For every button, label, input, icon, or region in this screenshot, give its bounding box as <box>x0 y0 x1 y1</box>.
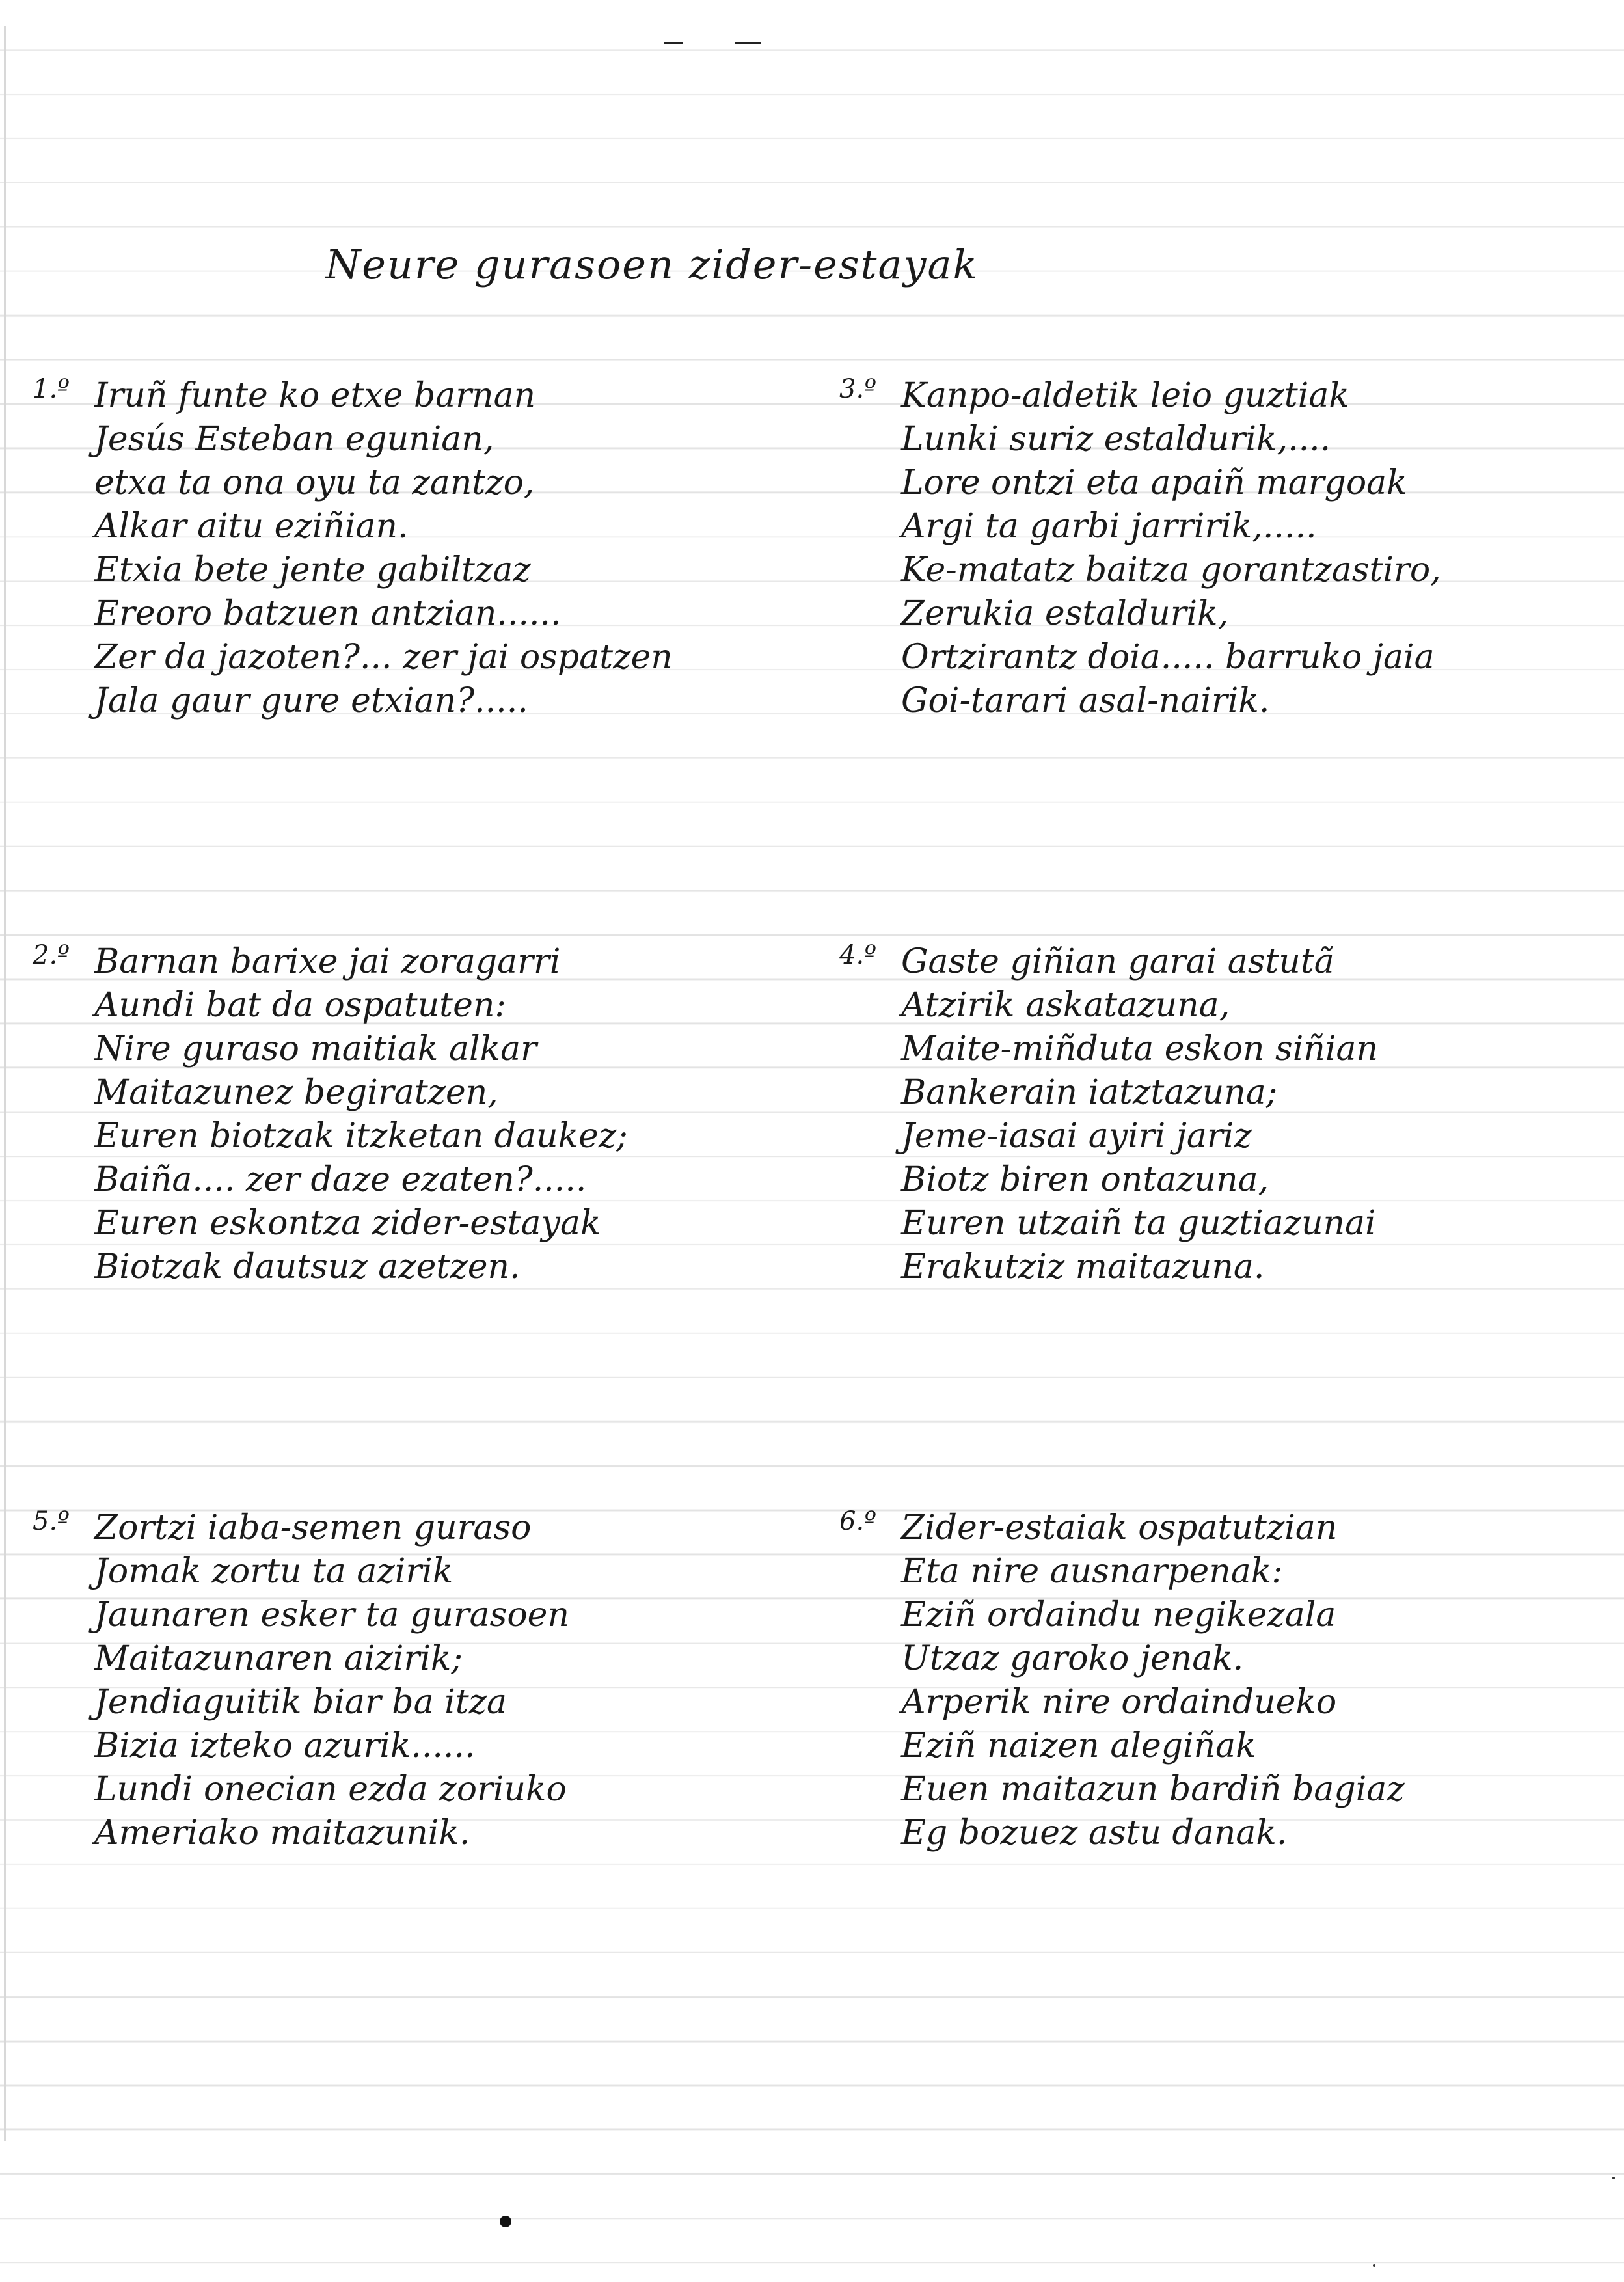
verse-line: Ke-matatz baitza gorantzastiro, <box>901 550 1441 590</box>
stanza-number: 6.º <box>839 1506 876 1536</box>
verse-line: Ereoro batzuen antzian...... <box>94 594 562 633</box>
verse-line: Ameriako maitazunik. <box>94 1813 470 1853</box>
verse-line: Zortzi iaba-semen guraso <box>94 1508 532 1547</box>
verse-line: Zider-estaiak ospatutzian <box>901 1508 1338 1547</box>
ink-speck <box>1612 2177 1615 2179</box>
verse-line: Zer da jazoten?... zer jai ospatzen <box>94 638 673 677</box>
stanza-number: 1.º <box>33 374 70 404</box>
verse-line: Lore ontzi eta apaiñ margoak <box>901 463 1407 502</box>
verse-line: Lunki suriz estaldurik,.... <box>901 420 1331 459</box>
verse-line: Euren utzaiñ ta guztiazunai <box>901 1204 1376 1243</box>
verse-line: Bankerain iatztazuna; <box>901 1073 1278 1112</box>
verse-line: Biotz biren ontazuna, <box>901 1160 1269 1199</box>
verse-line: Eta nire ausnarpenak: <box>901 1552 1283 1591</box>
verse-line: Maitazunez begiratzen, <box>94 1073 498 1112</box>
verse-line: Iruñ funte ko etxe barnan <box>94 376 536 415</box>
verse-line: Erakutziz maitazuna. <box>901 1247 1265 1286</box>
stanza-6 <box>839 1506 1624 1855</box>
stanza-number: 2.º <box>33 940 70 970</box>
verse-line: Jala gaur gure etxian?..... <box>94 681 528 720</box>
top-dash-mark <box>664 42 683 44</box>
verse-line: Ortzirantz doia..... barruko jaia <box>901 638 1435 677</box>
verse-line: Alkar aitu eziñian. <box>94 507 409 546</box>
poem-title: Neure gurasoen zider-estayak <box>325 241 979 288</box>
stanza-1 <box>33 374 843 723</box>
verse-line: Maite-miñduta eskon siñian <box>901 1029 1378 1068</box>
stanza-5 <box>33 1506 843 1855</box>
stanza-number: 4.º <box>839 940 876 970</box>
verse-line: Utzaz garoko jenak. <box>901 1639 1244 1678</box>
verse-line: Jaunaren esker ta gurasoen <box>94 1596 569 1635</box>
stanza-3 <box>839 374 1624 723</box>
verse-line: Nire guraso maitiak alkar <box>94 1029 537 1068</box>
verse-line: Jendiaguitik biar ba itza <box>94 1683 508 1722</box>
ink-dot <box>500 2216 511 2227</box>
verse-line: Eg bozuez astu danak. <box>901 1813 1288 1853</box>
stanza-number: 5.º <box>33 1506 70 1536</box>
ink-speck <box>1373 2264 1375 2267</box>
verse-line: Eziñ ordaindu negikezala <box>901 1596 1336 1635</box>
verse-line: Kanpo-aldetik leio guztiak <box>901 376 1349 415</box>
verse-line: Lundi onecian ezda zoriuko <box>94 1770 567 1809</box>
verse-line: Jesús Esteban egunian, <box>94 420 494 459</box>
verse-line: Maitazunaren aizirik; <box>94 1639 463 1678</box>
stanza-2 <box>33 940 843 1289</box>
stanza-4 <box>839 940 1624 1289</box>
verse-line: Euen maitazun bardiñ bagiaz <box>901 1770 1405 1809</box>
verse-line: Barnan barixe jai zoragarri <box>94 942 561 981</box>
verse-line: Jeme-iasai ayiri jariz <box>901 1117 1252 1156</box>
margin-line <box>4 26 6 2141</box>
verse-line: Gaste giñian garai astutã <box>901 942 1334 981</box>
verse-line: Atzirik askatazuna, <box>901 986 1230 1025</box>
verse-line: Baiña.... zer daze ezaten?..... <box>94 1160 587 1199</box>
top-dash-mark <box>735 42 761 44</box>
verse-line: Eziñ naizen alegiñak <box>901 1726 1256 1765</box>
verse-line: Biotzak dautsuz azetzen. <box>94 1247 521 1286</box>
verse-line: Goi-tarari asal-nairik. <box>901 681 1270 720</box>
verse-line: Jomak zortu ta azirik <box>94 1552 453 1591</box>
verse-line: etxa ta ona oyu ta zantzo, <box>94 463 535 502</box>
stanza-number: 3.º <box>839 374 876 404</box>
verse-line: Euren eskontza zider-estayak <box>94 1204 601 1243</box>
verse-line: Aundi bat da ospatuten: <box>94 986 506 1025</box>
verse-line: Argi ta garbi jarririk,..... <box>901 507 1317 546</box>
verse-line: Arperik nire ordaindueko <box>901 1683 1337 1722</box>
verse-line: Zerukia estaldurik, <box>901 594 1229 633</box>
verse-line: Bizia izteko azurik...... <box>94 1726 476 1765</box>
verse-line: Euren biotzak itzketan daukez; <box>94 1117 628 1156</box>
verse-line: Etxia bete jente gabiltzaz <box>94 550 531 590</box>
